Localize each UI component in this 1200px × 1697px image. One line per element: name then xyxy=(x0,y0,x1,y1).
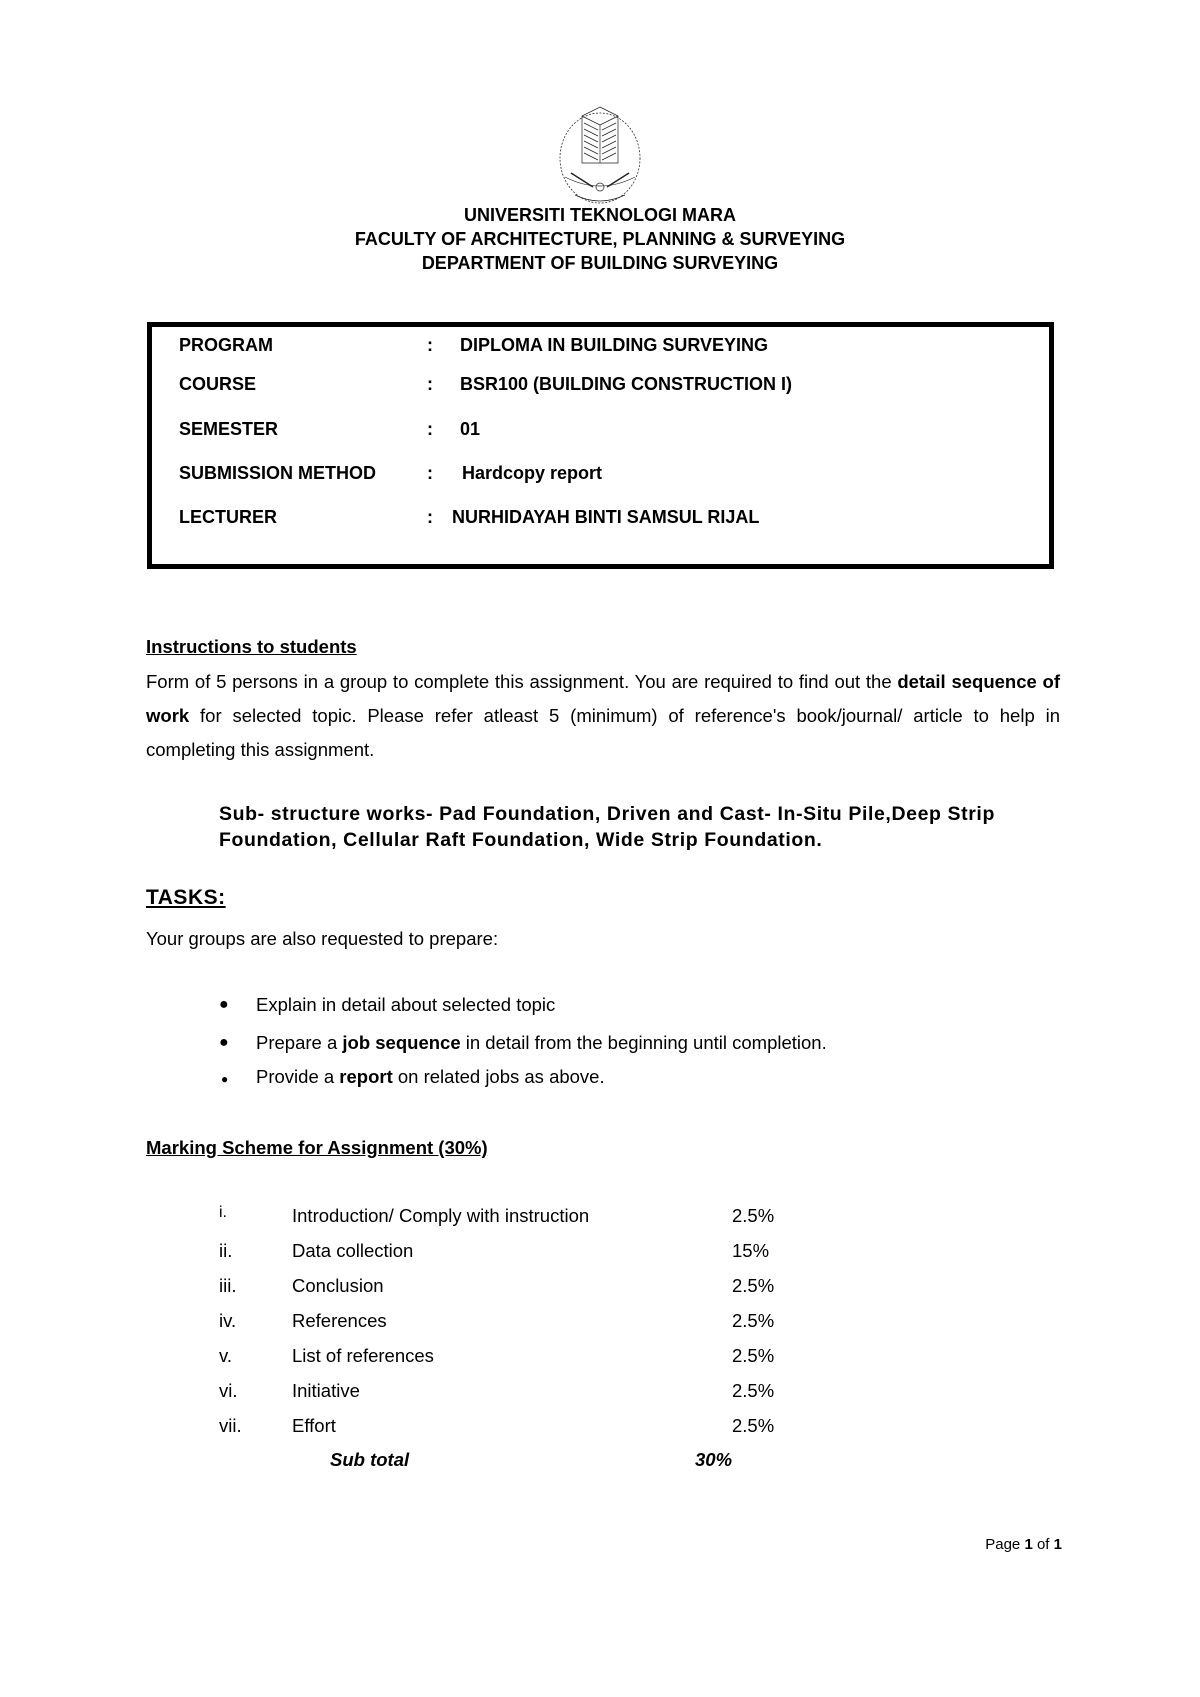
task-bullet-text: Explain in detail about selected topic xyxy=(256,994,556,1015)
marking-table xyxy=(0,1204,1200,1484)
university-name: UNIVERSITI TEKNOLOGI MARA xyxy=(463,205,736,225)
info-separator: : xyxy=(427,335,433,355)
marking-pct: 2.5% xyxy=(732,1275,775,1296)
tasks-heading: TASKS: xyxy=(146,886,226,909)
marking-label: Conclusion xyxy=(292,1275,384,1296)
info-separator: : xyxy=(427,463,433,483)
task-bullet xyxy=(256,1064,605,1090)
info-label: COURSE xyxy=(179,374,257,394)
bullet-dot-icon: ● xyxy=(221,1072,229,1086)
task-bullet xyxy=(256,992,555,1018)
task-bullet-bold: job sequence xyxy=(342,1032,461,1053)
bullet-dot-icon: ● xyxy=(219,996,229,1013)
instructions-text-2: for selected topic. Please refer atleast 5 (minimum) of reference's book/journal/ article to help in completing this assignment. xyxy=(146,705,1060,760)
marking-num: vii. xyxy=(219,1415,242,1436)
marking-pct: 2.5% xyxy=(732,1310,775,1331)
page-word: Page xyxy=(985,1536,1021,1553)
info-value: Hardcopy report xyxy=(462,463,603,483)
marking-num: vi. xyxy=(219,1380,238,1401)
university-logo xyxy=(555,103,645,208)
tasks-intro: Your groups are also requested to prepare: xyxy=(146,928,499,949)
instructions-body xyxy=(146,665,1060,767)
marking-label: Introduction/ Comply with instruction xyxy=(292,1205,590,1226)
assignment-topic: Sub- structure works- Pad Foundation, Driven and Cast- In-Situ Pile,Deep Strip Foundation, Cellular Raft Foundation, Wide Strip Foundation. xyxy=(219,803,995,851)
info-value: DIPLOMA IN BUILDING SURVEYING xyxy=(460,335,769,355)
marking-num: ii. xyxy=(219,1240,233,1261)
info-label: SUBMISSION METHOD xyxy=(179,463,377,483)
info-label: LECTURER xyxy=(179,507,277,527)
department-name: DEPARTMENT OF BUILDING SURVEYING xyxy=(421,253,779,273)
task-bullet-bold: report xyxy=(339,1066,393,1087)
info-value: BSR100 (BUILDING CONSTRUCTION I) xyxy=(460,374,793,394)
marking-num: iii. xyxy=(219,1275,237,1296)
info-separator: : xyxy=(427,419,433,439)
marking-pct: 2.5% xyxy=(732,1205,775,1226)
faculty-name: FACULTY OF ARCHITECTURE, PLANNING & SURVEYING xyxy=(354,229,846,249)
subtotal-value: 30% xyxy=(695,1449,733,1470)
marking-pct: 15% xyxy=(732,1240,770,1261)
course-info-box xyxy=(147,322,1054,569)
page-number: 1 xyxy=(1024,1536,1033,1553)
subtotal-label: Sub total xyxy=(330,1449,410,1470)
marking-heading: Marking Scheme for Assignment (30%) xyxy=(146,1137,488,1158)
instructions-heading: Instructions to students xyxy=(146,636,357,657)
marking-num: v. xyxy=(219,1345,233,1366)
marking-label: Effort xyxy=(292,1415,336,1436)
task-bullet xyxy=(256,1030,827,1056)
marking-label: Initiative xyxy=(292,1380,360,1401)
info-label: PROGRAM xyxy=(179,335,273,355)
marking-pct: 2.5% xyxy=(732,1345,775,1366)
page-total: 1 xyxy=(1053,1536,1062,1553)
marking-pct: 2.5% xyxy=(732,1415,775,1436)
task-bullet-text: in detail from the beginning until completion. xyxy=(460,1032,827,1053)
instructions-text-1: Form of 5 persons in a group to complete this assignment. You are required to find out the xyxy=(146,671,898,692)
task-bullet-text: on related jobs as above. xyxy=(392,1066,605,1087)
info-value: 01 xyxy=(460,419,481,439)
marking-label: Data collection xyxy=(292,1240,414,1261)
info-label: SEMESTER xyxy=(179,419,279,439)
page-footer xyxy=(985,1536,1062,1553)
instructions-bold: detail sequence of work xyxy=(146,671,1060,726)
info-value: NURHIDAYAH BINTI SAMSUL RIJAL xyxy=(452,507,760,527)
info-separator: : xyxy=(427,507,433,527)
marking-pct: 2.5% xyxy=(732,1380,775,1401)
marking-num: i. xyxy=(219,1204,227,1221)
info-separator: : xyxy=(427,374,433,394)
task-bullet-text: Prepare a xyxy=(256,1032,343,1053)
marking-label: References xyxy=(292,1310,387,1331)
marking-label: List of references xyxy=(292,1345,434,1366)
task-bullet-text: Provide a xyxy=(256,1066,340,1087)
marking-num: iv. xyxy=(219,1310,237,1331)
bullet-dot-icon: ● xyxy=(219,1034,229,1051)
of-word: of xyxy=(1036,1536,1050,1553)
